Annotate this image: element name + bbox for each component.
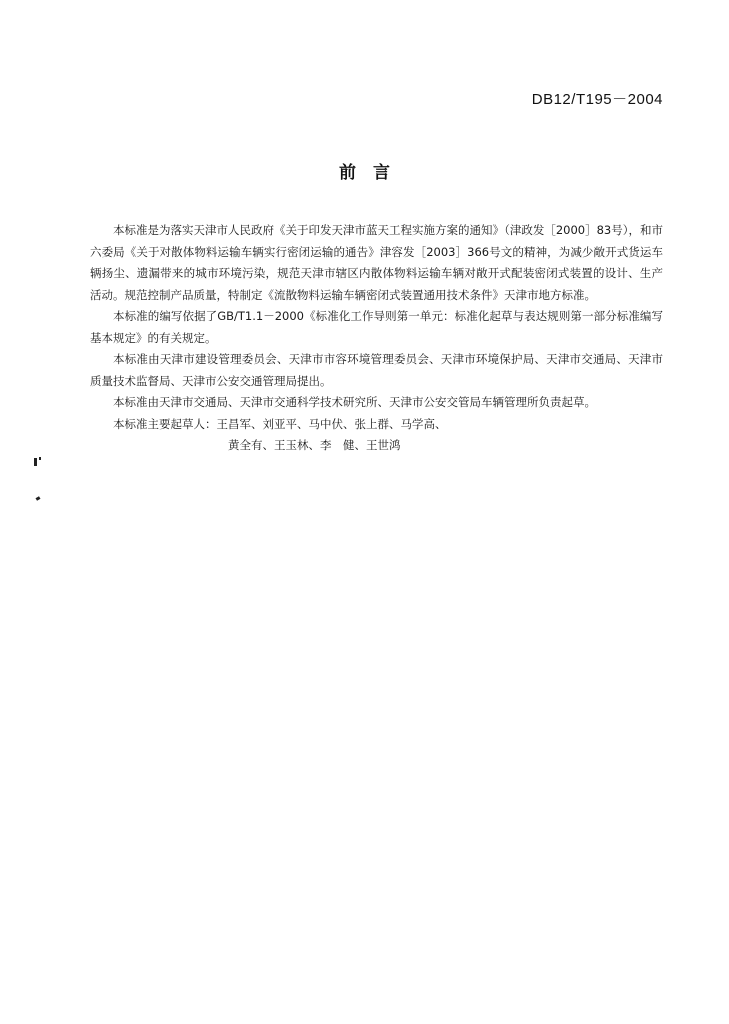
drafters-line: 本标准主要起草人：王昌军、刘亚平、马中伏、张上群、马学高、 [113,416,447,431]
foreword-body [90,220,663,457]
foreword-paragraph: 本标准的编写依据了GB/T1.1－2000《标准化工作导则第一单元：标准化起草与表达规则第一部分标准编写基本规定》的有关规定。 [90,309,663,345]
scan-speck [39,457,41,460]
scan-speck [34,458,37,466]
standard-code: DB12/T195－2004 [531,91,663,108]
foreword-paragraph: 本标准由天津市建设管理委员会、天津市市容环境管理委员会、天津市环境保护局、天津市交通局、天津市质量技术监督局、天津市公安交通管理局提出。 [90,352,663,388]
foreword-paragraph: 本标准由天津市交通局、天津市交通科学技术研究所、天津市公安交管局车辆管理所负责起草。 [113,395,596,409]
page-title: 前 言 [339,163,390,183]
foreword-paragraph: 本标准是为落实天津市人民政府《关于印发天津市蓝天工程实施方案的通知》（津政发［2000］83号），和市六委局《关于对散体物料运输车辆实行密闭运输的通告》津容发［2003］366号文的精神，为减少敞开式货运车辆扬尘、遗漏带来的城市环境污染，规范天津市辖区内散体物料运输车辆对敞开式配装密闭式装置的设计、生产活动。规范控制产品质量，特制定《流散物料运输车辆密闭式装置通用技术条件》天津市地方标准。 [90,223,663,302]
drafters-continuation: 黄全有、王玉林、李 健、王世鸿 [228,438,401,452]
scan-speck [36,496,41,501]
